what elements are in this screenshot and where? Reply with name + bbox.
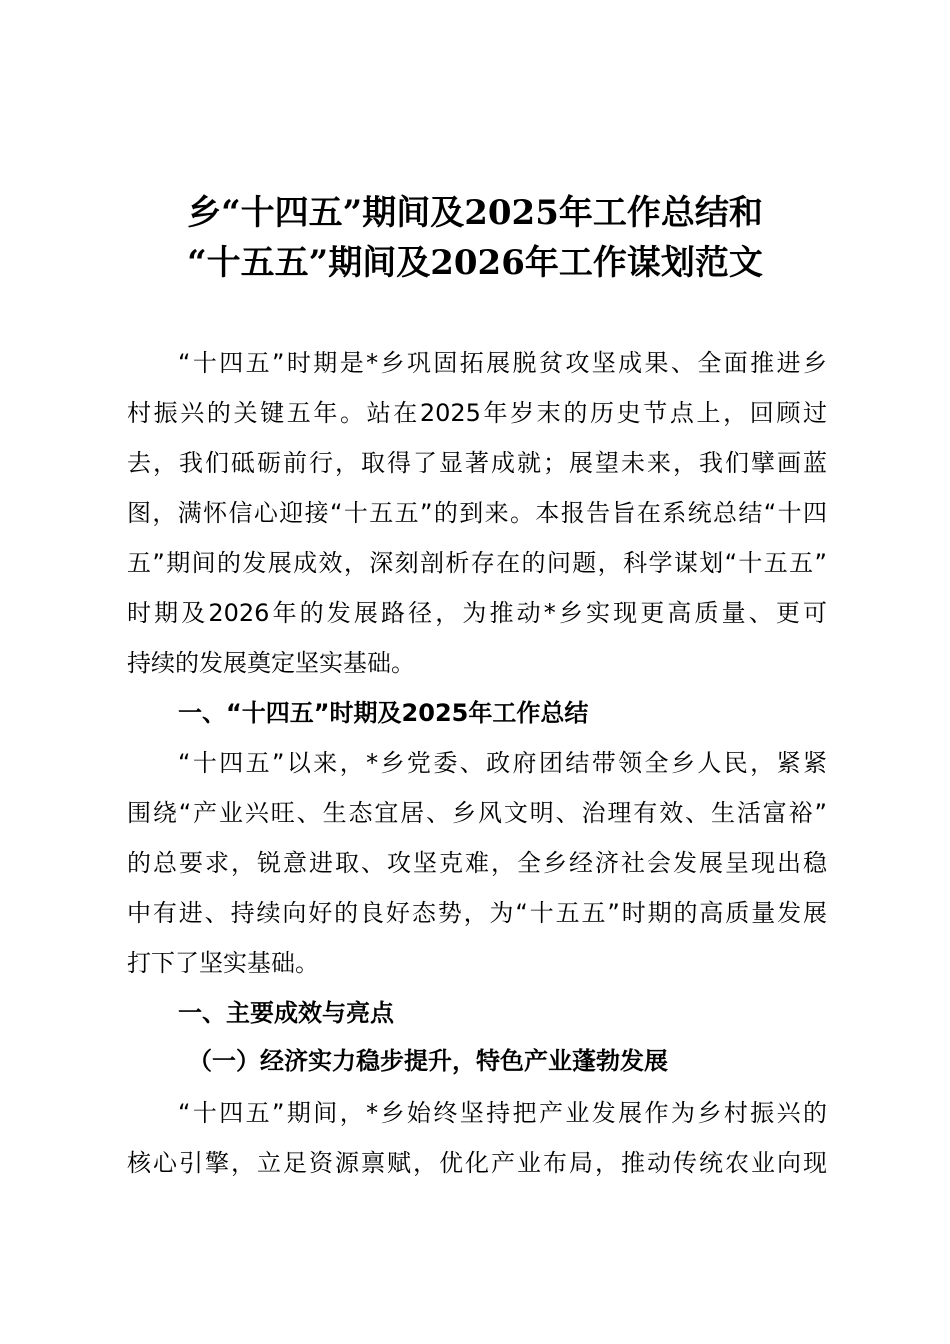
document-title-line-2: “十五五”期间及2026年工作谋划范文: [187, 243, 763, 283]
text-line: “十四五”时期是*乡巩固拓展脱贫攻坚成果、全面推进乡: [178, 349, 827, 377]
subsection-heading: 一、主要成效与亮点: [178, 999, 394, 1027]
subsubsection-heading: （一）经济实力稳步提升，特色产业蓬勃发展: [188, 1047, 668, 1075]
text-line: 围绕“产业兴旺、生态宜居、乡风文明、治理有效、生活富裕”: [127, 799, 827, 827]
text-line: 打下了坚实基础。: [127, 949, 319, 977]
text-line: 图，满怀信心迎接“十五五”的到来。本报告旨在系统总结“十四: [127, 499, 827, 527]
text-line: 时期及2026年的发展路径，为推动*乡实现更高质量、更可: [127, 599, 827, 627]
document-title-line-1: 乡“十四五”期间及2025年工作总结和: [187, 193, 763, 233]
text-line: 去，我们砥砺前行，取得了显著成就；展望未来，我们擘画蓝: [127, 449, 827, 477]
text-line: 核心引擎，立足资源禀赋，优化产业布局，推动传统农业向现: [127, 1149, 827, 1177]
text-line: 五”期间的发展成效，深刻剖析存在的问题，科学谋划“十五五”: [127, 549, 827, 577]
text-line: 中有进、持续向好的良好态势，为“十五五”时期的高质量发展: [127, 899, 827, 927]
text-line: 持续的发展奠定坚实基础。: [127, 649, 415, 677]
text-line: 的总要求，锐意进取、攻坚克难，全乡经济社会发展呈现出稳: [127, 849, 827, 877]
text-line: “十四五”期间，*乡始终坚持把产业发展作为乡村振兴的: [178, 1099, 827, 1127]
section-1-heading: 一、“十四五”时期及2025年工作总结: [178, 699, 589, 727]
text-line: “十四五”以来，*乡党委、政府团结带领全乡人民，紧紧: [178, 749, 827, 777]
text-line: 村振兴的关键五年。站在2025年岁末的历史节点上，回顾过: [127, 399, 827, 427]
